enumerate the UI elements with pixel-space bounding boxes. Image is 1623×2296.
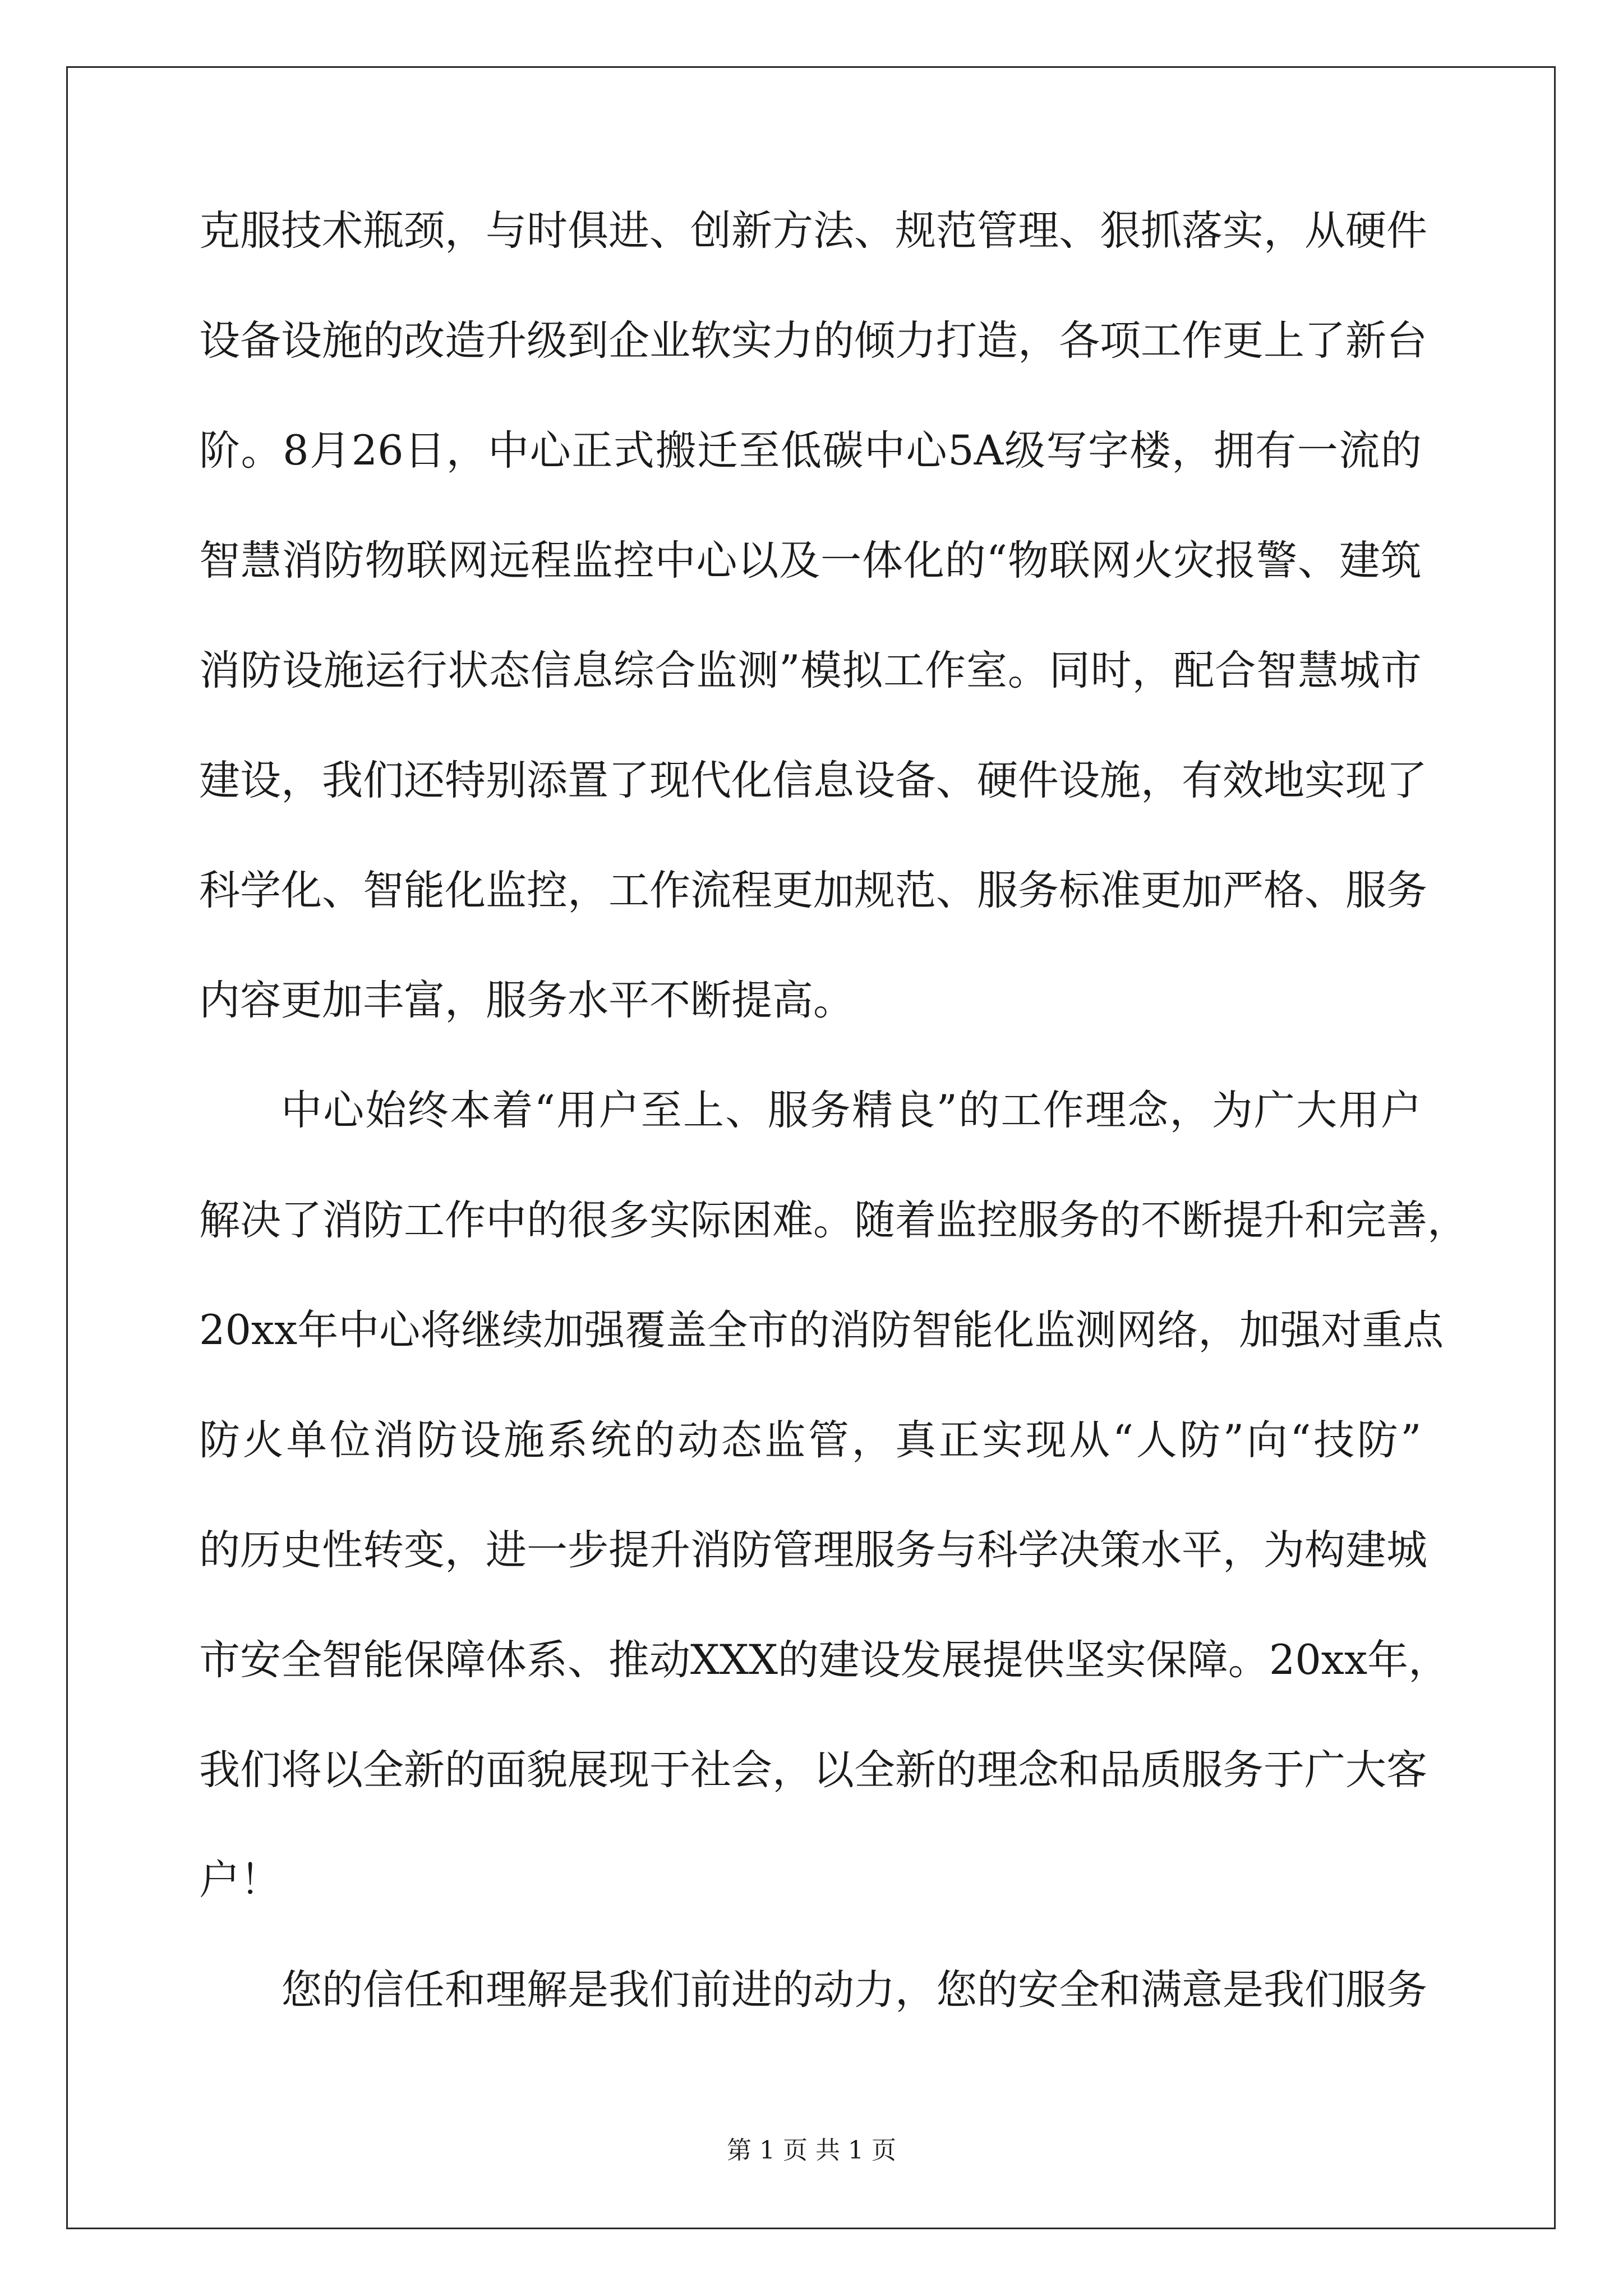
text-line: 20xx 年 中 心 将 继 续 加 强 覆 盖 全 市 的 消 防 智 能 化 监 测 网 络 ， 加 强 对 重 点 xyxy=(199,1306,1444,1354)
text-line: 中 心 始 终 本 着 “ 用 户 至 上 、 服 务 精 良 ” 的 工 作 理 念 ， 为 广 大 用 户 xyxy=(281,1087,1422,1134)
text-line: 阶 。 8 月 26 日 ， 中 心 正 式 搬 迁 至 低 碳 中 心 5A 级 写 字 楼 ， 拥 有 一 流 的 xyxy=(199,427,1422,475)
text-line: 我 们 将 以 全 新 的 面 貌 展 现 于 社 会 ， 以 全 新 的 理 念 和 品 质 服 务 于 广 大 客 xyxy=(199,1746,1427,1794)
text-line: 内容更加丰富，服务水平不断提高。 xyxy=(199,977,854,1024)
text-line: 解 决 了 消 防 工 作 中 的 很 多 实 际 困 难 。 随 着 监 控 服 务 的 不 断 提 升 和 完 善 ， xyxy=(199,1197,1468,1244)
text-line: 克 服 技 术 瓶 颈 ， 与 时 俱 进 、 创 新 方 法 、 规 范 管 理 、 狠 抓 落 实 ， 从 硬 件 xyxy=(199,207,1427,255)
document-body xyxy=(199,207,1468,2079)
text-line: 户！ xyxy=(199,1856,281,1904)
text-line: 防 火 单 位 消 防 设 施 系 统 的 动 态 监 管 ， 真 正 实 现 从 “ 人 防 ” 向 “ 技 防 ” xyxy=(199,1416,1422,1464)
text-line: 的 历 史 性 转 变 ， 进 一 步 提 升 消 防 管 理 服 务 与 科 学 决 策 水 平 ， 为 构 建 城 xyxy=(199,1526,1427,1574)
text-line: 科 学 化 、 智 能 化 监 控 ， 工 作 流 程 更 加 规 范 、 服 务 标 准 更 加 严 格 、 服 务 xyxy=(199,867,1427,914)
text-line: 市 安 全 智 能 保 障 体 系 、 推 动 XXX 的 建 设 发 展 提 供 坚 实 保 障 。 20xx 年 ， xyxy=(199,1636,1450,1684)
text-line: 设 备 设 施 的 改 造 升 级 到 企 业 软 实 力 的 倾 力 打 造 ， 各 项 工 作 更 上 了 新 台 xyxy=(199,317,1427,365)
text-line: 您 的 信 任 和 理 解 是 我 们 前 进 的 动 力 ， 您 的 安 全 和 满 意 是 我 们 服 务 xyxy=(281,1966,1427,2014)
page-footer: 第 1 页 共 1 页 xyxy=(727,2136,896,2165)
text-line: 消 防 设 施 运 行 状 态 信 息 综 合 监 测 ” 模 拟 工 作 室 。 同 时 ， 配 合 智 慧 城 市 xyxy=(199,647,1422,694)
text-line: 建 设 ， 我 们 还 特 别 添 置 了 现 代 化 信 息 设 备 、 硬 件 设 施 ， 有 效 地 实 现 了 xyxy=(199,757,1427,804)
text-line: 智 慧 消 防 物 联 网 远 程 监 控 中 心 以 及 一 体 化 的 “ 物 联 网 火 灾 报 警 、 建 筑 xyxy=(199,537,1422,585)
